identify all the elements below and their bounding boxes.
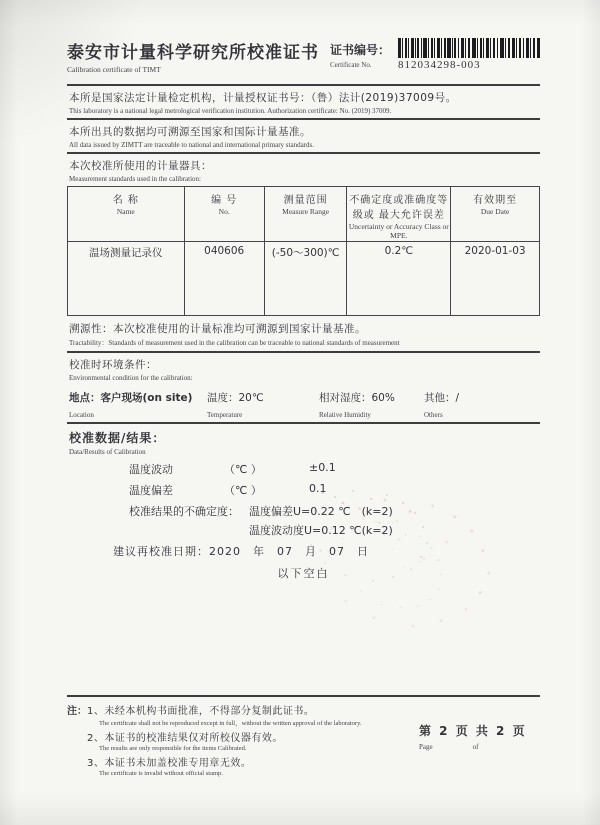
note-3 <box>87 754 362 777</box>
statement-traceable-en: All data issued by ZIMTT are traceable to national and international primary standards. <box>69 141 314 149</box>
note-2-cn: 2、本证书的校准结果仅对所校仪器有效。 <box>87 733 283 744</box>
traceability <box>67 316 540 353</box>
results-heading-en: Data/Results of Calibration <box>69 448 146 456</box>
statement-authorization <box>67 86 540 120</box>
page-number: 第 2 页 共 2 页 <box>419 724 527 738</box>
uncertainty-label: 校准结果的不确定度： <box>129 505 239 518</box>
note-3-cn: 3、本证书未加盖校准专用章无效。 <box>87 758 252 769</box>
result-deviation-unit: （℃ ） <box>224 484 262 497</box>
note-1 <box>87 702 362 727</box>
uncertainty-block <box>67 503 540 538</box>
header <box>67 38 540 84</box>
env-others <box>424 390 538 419</box>
col-uncertainty-en: Uncertainty or Accuracy Class or MPE. <box>348 222 449 240</box>
standards-table-row <box>68 242 540 316</box>
result-fluctuation-label: 温度波动 <box>129 463 173 476</box>
env-humidity-value: 相对湿度：60% <box>319 392 395 404</box>
result-fluctuation-value: ±0.1 <box>309 461 336 474</box>
note-1-en: The certificate shall not be reproduced except in full，without the written approval of the laboratory. <box>99 720 362 727</box>
certificate-number-label: 证书编号： <box>329 43 390 57</box>
uncertainty-values <box>249 503 393 538</box>
of-label-en: of <box>472 743 479 751</box>
cell-mpe: 0.2℃ <box>347 242 451 316</box>
env-location <box>69 390 207 419</box>
result-fluctuation-unit: （℃ ） <box>224 463 262 476</box>
notes-list <box>87 702 362 779</box>
environment-heading <box>67 353 540 382</box>
title-block <box>67 38 319 74</box>
page-title: 泰安市计量科学研究所校准证书 <box>67 43 319 63</box>
col-due <box>451 187 540 242</box>
cell-due: 2020-01-03 <box>451 242 540 316</box>
page-number-en <box>419 743 539 751</box>
col-range-cn: 测量范围 <box>283 195 328 206</box>
certificate-number: 812034298-003 <box>398 59 481 71</box>
standards-table-header-row <box>68 187 540 242</box>
environment-heading-cn: 校准时环境条件： <box>69 359 157 371</box>
col-due-en: Due Date <box>480 207 510 216</box>
env-others-value: 其他：/ <box>424 392 460 404</box>
notes-label: 注： <box>67 706 87 717</box>
result-deviation-value: 0.1 <box>309 482 327 495</box>
col-name-cn: 名 称 <box>112 195 139 206</box>
standards-heading-en: Measurement standards used in the calibration: <box>69 175 201 183</box>
certificate-number-block <box>330 38 540 71</box>
result-row-fluctuation <box>67 461 540 477</box>
page-content <box>67 38 540 581</box>
results-heading <box>67 424 540 456</box>
statement-traceable-cn: 本所出具的数据均可溯源至国家和国际计量基准。 <box>69 126 311 138</box>
page-title-en: Calibration certificate of TIMT <box>67 65 161 74</box>
col-no-en: No. <box>218 207 230 216</box>
barcode-icon <box>398 38 540 58</box>
certificate-number-labels <box>330 38 390 69</box>
col-uncertainty-cn: 不确定度或准确度等级或 最大允许误差 <box>349 195 449 221</box>
traceability-cn: 溯源性：本次校准使用的计量标准均可溯源到国家计量基准。 <box>69 323 366 335</box>
col-range-en: Measure Range <box>282 207 330 216</box>
env-temperature-label-en: Temperature <box>207 411 243 419</box>
page-label-en: Page <box>419 743 433 751</box>
col-name-en: Name <box>116 207 135 216</box>
results-heading-cn: 校准数据/结果： <box>69 431 166 445</box>
note-2-en: The results are only responsible for the items Calibrated. <box>99 745 247 752</box>
col-uncertainty <box>347 187 451 242</box>
col-no <box>184 187 264 242</box>
page-info <box>419 722 539 751</box>
uncertainty-fluctuation: 温度波动度U=0.12 ℃(k=2) <box>249 524 393 537</box>
standards-table <box>67 186 540 316</box>
result-deviation-label: 温度偏差 <box>129 484 173 497</box>
recalibration-date: 建议再校准日期：2020 年 07 月 07 日 <box>113 545 369 558</box>
env-location-value: 地点：客户现场(on site) <box>69 392 193 404</box>
env-humidity <box>319 390 424 419</box>
env-temperature <box>207 390 319 419</box>
traceability-en: Tractability：Standards of measurement used in the calibration can be traceable to national standards of measurement <box>69 339 400 347</box>
cell-name: 温场测量记录仪 <box>68 242 185 316</box>
result-row-deviation <box>67 482 540 498</box>
col-due-cn: 有效期至 <box>473 195 518 206</box>
note-2 <box>87 729 362 752</box>
env-location-label-en: Location <box>69 411 94 419</box>
standards-heading-cn: 本次校准所使用的计量器具： <box>69 160 212 172</box>
statement-traceable <box>67 120 540 154</box>
environment-heading-en: Environmental condition for the calibration: <box>69 374 193 382</box>
certificate-number-label-en: Certificate No. <box>329 61 372 69</box>
env-others-label-en: Others <box>424 411 443 419</box>
footer <box>67 695 540 779</box>
statement-authorization-cn: 本所是国家法定计量检定机构，计量授权证书号：（鲁）法计(2019)37009号。 <box>69 92 457 104</box>
col-no-cn: 编 号 <box>211 195 238 206</box>
statement-authorization-en: This laboratory is a national legal metrological verification institution. Authorization certificate: No. (2019) 37009. <box>69 107 392 115</box>
standards-heading <box>67 154 540 186</box>
env-humidity-label-en: Relative Humidity <box>319 411 371 419</box>
environment-values <box>67 382 540 424</box>
col-range <box>264 187 347 242</box>
blank-below-note: 以下空白 <box>277 567 330 580</box>
note-1-cn: 1、未经本机构书面批准，不得部分复制此证书。 <box>87 706 315 717</box>
cell-no: 040606 <box>184 242 264 316</box>
col-name <box>68 187 185 242</box>
note-3-en: The certificate is invalid without official stamp. <box>99 770 223 777</box>
uncertainty-deviation: 温度偏差U=0.22 ℃ (k=2) <box>249 505 393 518</box>
env-temperature-value: 温度：20℃ <box>207 392 264 404</box>
barcode-block <box>398 38 540 71</box>
cell-range: (-50～300)℃ <box>264 242 347 316</box>
